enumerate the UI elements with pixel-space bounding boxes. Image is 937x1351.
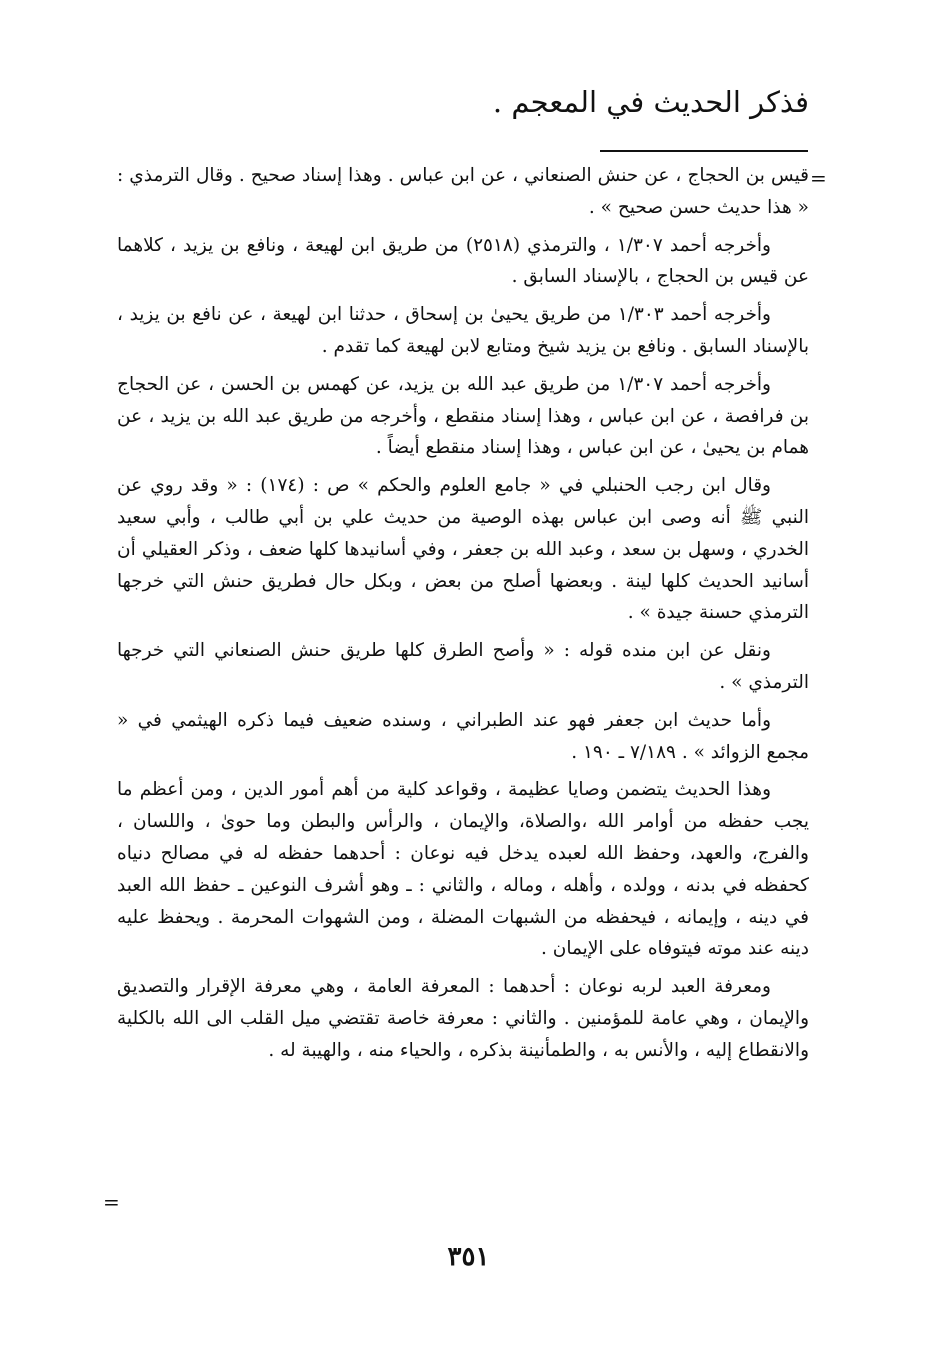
paragraph-7: وأما حديث ابن جعفر فهو عند الطبراني ، وسنده ضعيف فيما ذكره الهيثمي في « مجمع الزوائد » . ٧/١٨٩ ـ ١٩٠ . (117, 709, 809, 763)
page-header-title: فذكر الحديث في المعجم . (492, 85, 809, 119)
continuation-mark-bottom: = (103, 1190, 120, 1214)
paragraph-1: قيس بن الحجاج ، عن حنش الصنعاني ، عن ابن عباس . وهذا إسناد صحيح . وقال الترمذي : « هذا حديث حسن صحيح » . (117, 165, 809, 218)
paragraph-5: وقال ابن رجب الحنبلي في « جامع العلوم والحكم » ص : (١٧٤) : « وقد روي عن النبي ﷺ أنه وصى ابن عباس بهذه الوصية من حديث علي بن أبي طالب ، وأبي سعيد الخدري ، وسهل بن سعد ، وعبد الله بن جعفر ، وفي أسانيدها كلها ضعف ، وذكر العقيلي أن أسانيد الحديث كلها لينة . وبعضها أصلح من بعض ، وبكل حال فطريق حنش التي خرجها الترمذي حسنة جيدة » . (117, 475, 809, 624)
paragraph-4: وأخرجه أحمد ١/٣٠٧ من طريق عبد الله بن يزيد، عن كهمس بن الحسن ، عن الحجاج بن فرافصة ، عن ابن عباس ، وهذا إسناد منقطع ، وأخرجه من طريق عبد الله بن يزيد ، عن همام بن يحيىٰ ، عن ابن عباس ، وهذا إسناد منقطع أيضاً . (117, 373, 809, 459)
footnote-body (117, 160, 809, 1073)
paragraph-3: وأخرجه أحمد ١/٣٠٣ من طريق يحيىٰ بن إسحاق ، حدثنا ابن لهيعة ، عن نافع بن يزيد ، بالإسناد السابق . ونافع بن يزيد شيخ ومتابع لابن لهيعة كما تقدم . (117, 304, 809, 357)
paragraph-8: وهذا الحديث يتضمن وصايا عظيمة ، وقواعد كلية من أهم أمور الدين ، ومن أعظم ما يجب حفظه من أوامر الله ،والصلاة، والإيمان ، والرأس والبطن وما حوىٰ ، واللسان ، والفرج، والعهد، وحفظ الله لعبده يدخل فيه نوعان : أحدهما حفظه له في مصالح دنياه كحفظه في بدنه ، وولده ، وأهله ، وماله ، والثاني : ـ وهو أشرف النوعين ـ حفظ الله العبد في دينه ، وإيمانه ، فيحفظه من الشبهات المضلة ، ومن الشهوات المحرمة . ويحفظ عليه دينه عند موته فيتوفاه على الإيمان . (117, 779, 809, 960)
paragraph-6: ونقل عن ابن منده قوله : « وأصح الطرق كلها طريق حنش الصنعاني التي خرجها الترمذي » . (117, 640, 809, 693)
page-number: ٣٥١ (447, 1242, 490, 1272)
paragraph-2: وأخرجه أحمد ١/٣٠٧ ، والترمذي (٢٥١٨) من طريق ابن لهيعة ، ونافع بن يزيد ، كلاهما عن قيس بن الحجاج ، بالإسناد السابق . (117, 234, 809, 288)
paragraph-9: ومعرفة العبد لربه نوعان : أحدهما : المعرفة العامة ، وهي معرفة الإقرار والتصديق والإيمان ، وهي عامة للمؤمنين . والثاني : معرفة خاصة تقتضي ميل القلب الى الله بالكلية والانقطاع إليه ، والأنس به ، والطمأنينة بذكره ، والحياء منه ، والهيبة له . (117, 976, 809, 1061)
continuation-mark-top: = (810, 166, 827, 190)
footnote-separator-rule (600, 150, 808, 152)
